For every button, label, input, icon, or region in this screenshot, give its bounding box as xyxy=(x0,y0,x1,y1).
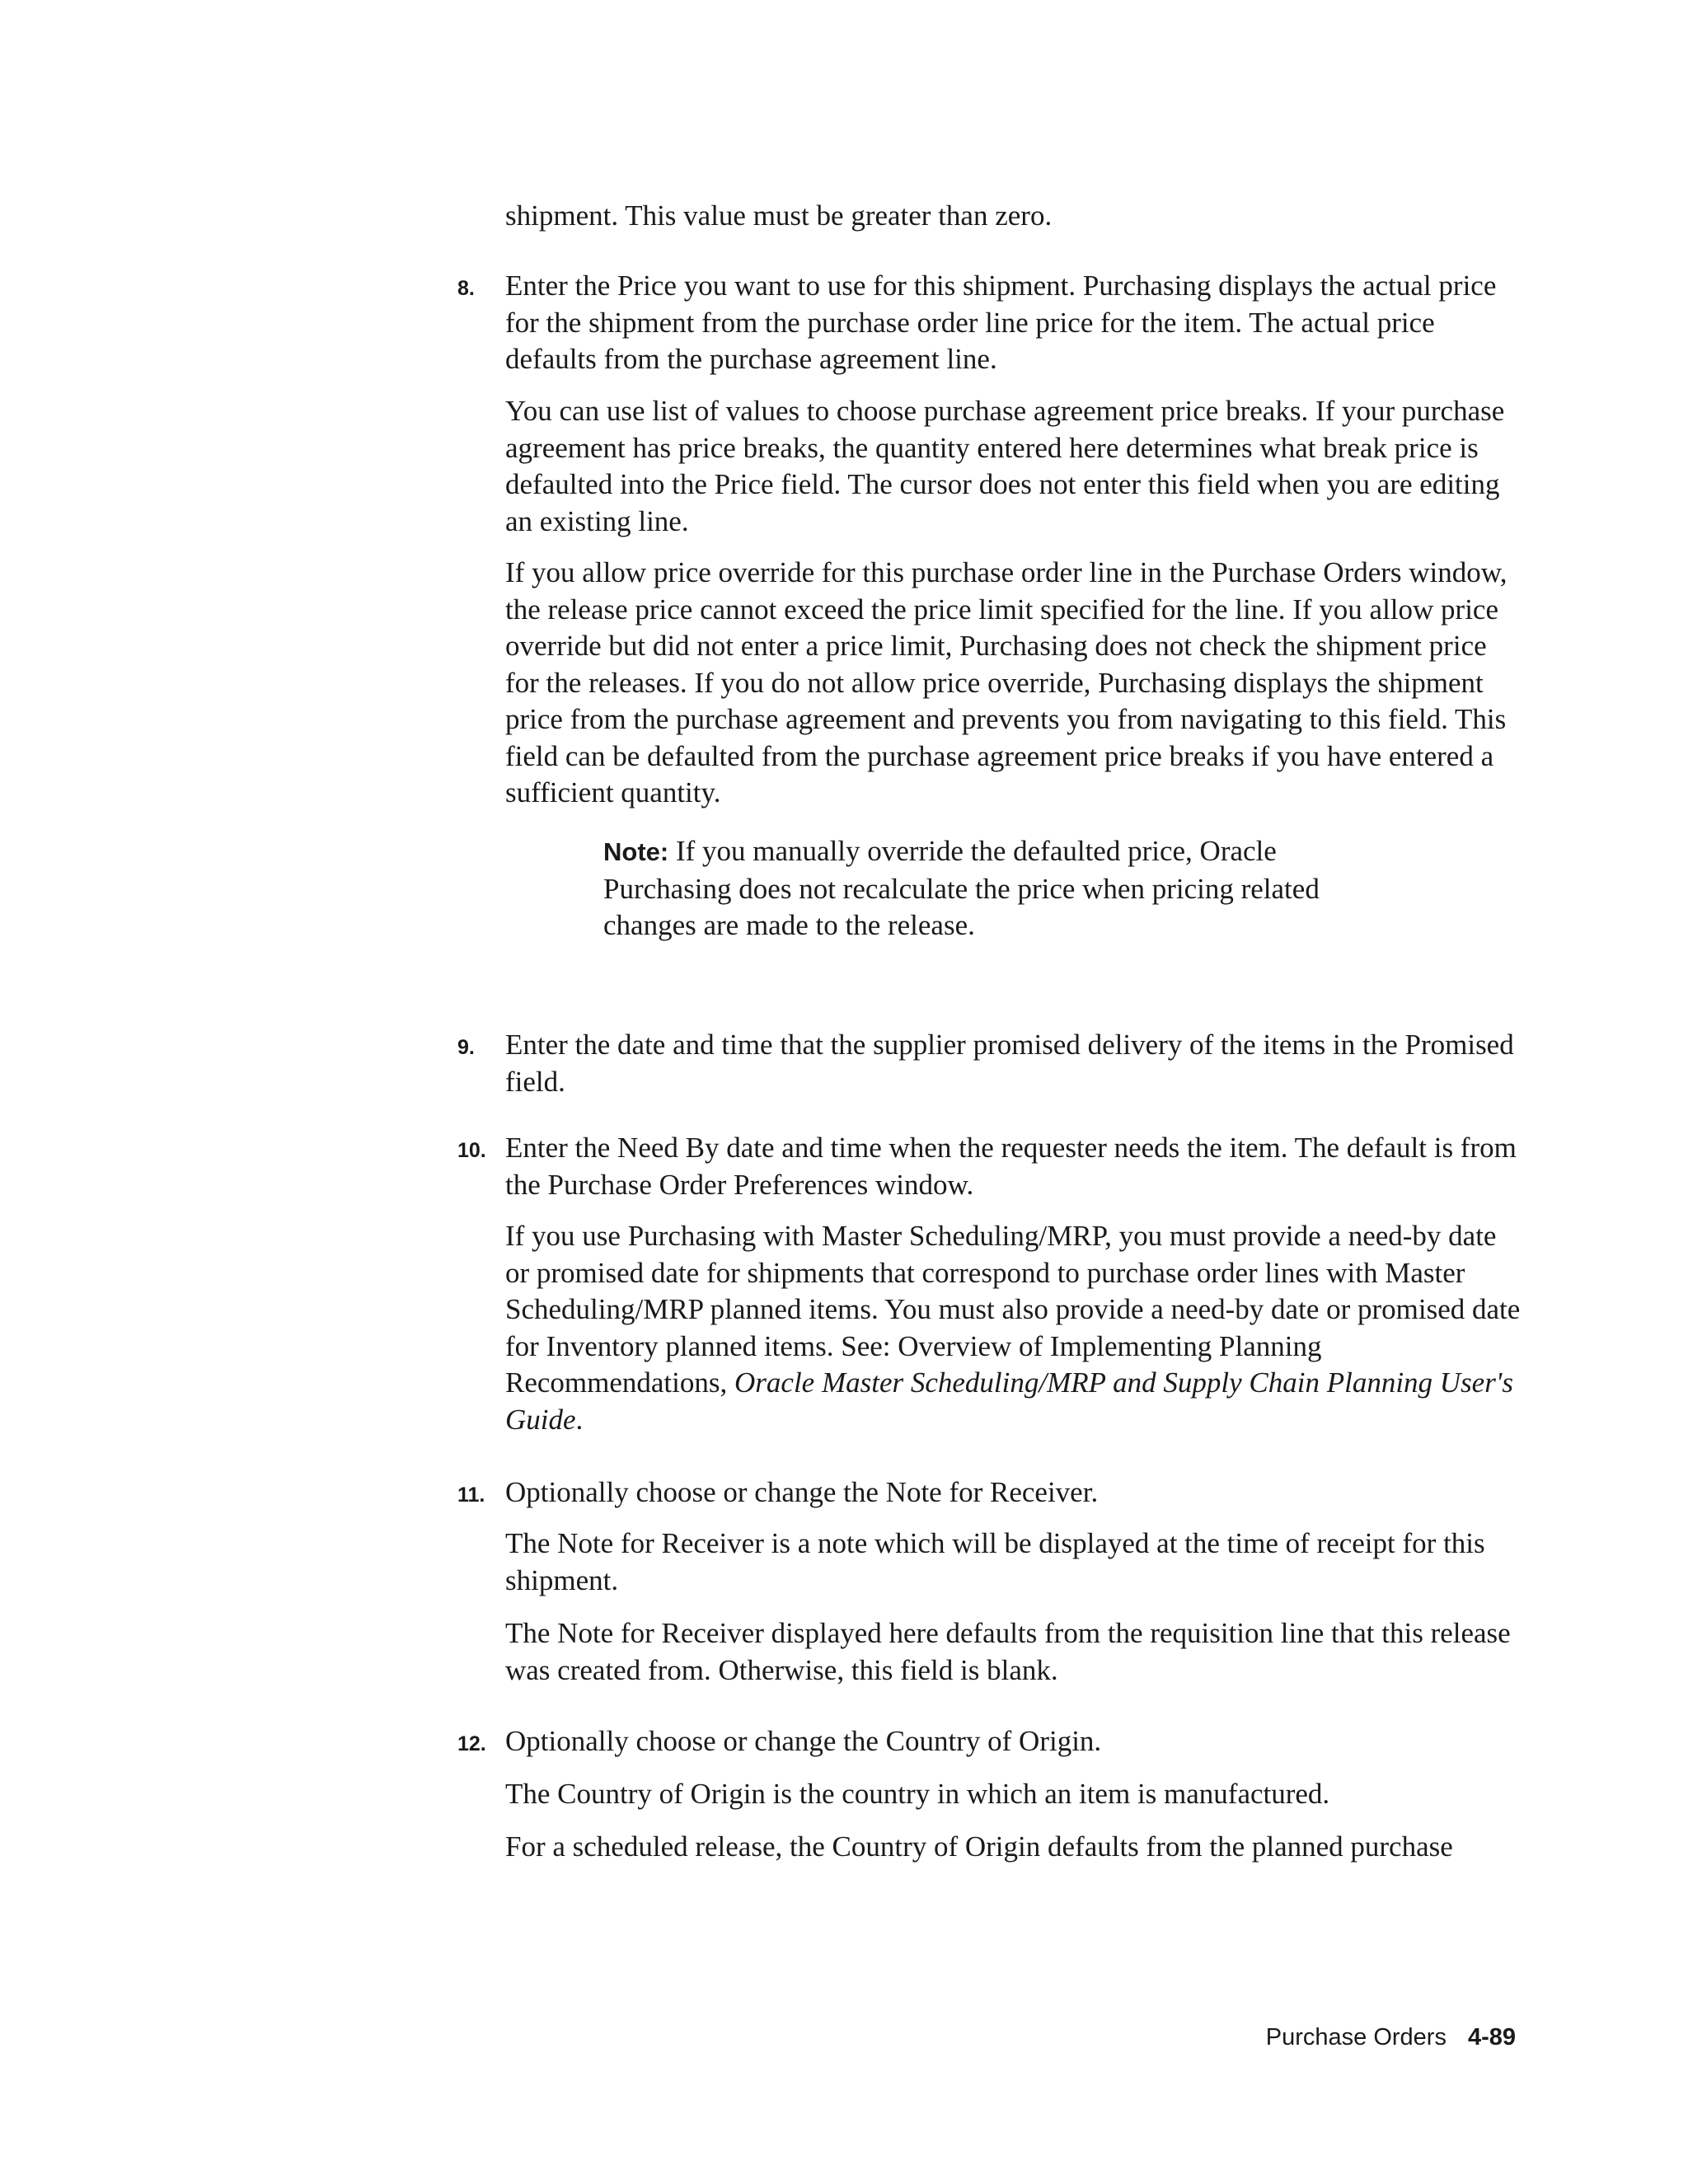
intro-paragraph: shipment. This value must be greater than zero. xyxy=(505,199,1053,232)
step-11-number: 11. xyxy=(457,1483,485,1507)
step-8-paragraph-3: If you allow price override for this purchase order line in the Purchase Orders window, the release price cannot exceed the price limit specified for the line. If you allow price override but did not enter a price limit, Purchasing does not check the shipment price for the releases. If you do not allow price override, Purchasing displays the shipment price from the purchase agreement and prevents you from navigating to this field. This field can be defaulted from the purchase agreement price breaks if you have entered a sufficient quantity. xyxy=(505,556,1507,808)
step-10-paragraph-2-text: If you use Purchasing with Master Scheduling/MRP, you must provide a need-by date or promised date for shipments that correspond to purchase order lines with Master Scheduling/MRP planned items. You must also provide a need-by date or promised date for Inventory planned items. See: Overview of Implementing Planning Recommendations, xyxy=(505,1220,1521,1399)
step-8-number: 8. xyxy=(457,277,475,300)
note-box xyxy=(603,833,1411,944)
step-8-paragraph-2: You can use list of values to choose purchase agreement price breaks. If your purchase agreement has price breaks, the quantity entered here determines what break price is defaulted into the Price field. The cursor does not enter this field when you are editing an existing line. xyxy=(505,395,1505,537)
step-9-number: 9. xyxy=(457,1036,475,1059)
step-12-number: 12. xyxy=(457,1732,486,1755)
step-12-paragraph-3: For a scheduled release, the Country of Origin defaults from the planned purchase xyxy=(505,1830,1453,1863)
step-12-paragraph-2: The Country of Origin is the country in which an item is manufactured. xyxy=(505,1778,1330,1810)
step-11-paragraph-2: The Note for Receiver is a note which will be displayed at the time of receipt for this shipment. xyxy=(505,1527,1485,1596)
step-10-paragraph-2-end: . xyxy=(575,1403,584,1436)
page-number: 4-89 xyxy=(1467,2024,1516,2050)
note-label: Note: xyxy=(603,837,669,866)
step-10-number: 10. xyxy=(457,1139,486,1162)
footer-section-title: Purchase Orders xyxy=(1265,2024,1447,2050)
page-footer xyxy=(1266,2021,1516,2054)
step-10-paragraph-2 xyxy=(505,1218,1527,1438)
step-12-paragraph-1: Optionally choose or change the Country of Origin. xyxy=(505,1725,1102,1757)
step-11-paragraph-3: The Note for Receiver displayed here defaults from the requisition line that this release was created from. Otherwise, this field is blank. xyxy=(505,1617,1511,1686)
note-text: If you manually override the defaulted price, Oracle Purchasing does not recalculate the price when pricing related changes are made to the release. xyxy=(603,835,1320,941)
guide-title-reference: Oracle Master Scheduling/MRP and Supply Chain Planning User's Guide xyxy=(505,1366,1513,1436)
step-11-paragraph-1: Optionally choose or change the Note for Receiver. xyxy=(505,1476,1099,1508)
step-9-paragraph-1: Enter the date and time that the supplier promised delivery of the items in the Promised field. xyxy=(505,1029,1514,1098)
step-8-paragraph-1: Enter the Price you want to use for this shipment. Purchasing displays the actual price for the shipment from the purchase order line price for the item. The actual price defaults from the purchase agreement line. xyxy=(505,269,1497,375)
step-10-paragraph-1: Enter the Need By date and time when the requester needs the item. The default is from the Purchase Order Preferences window. xyxy=(505,1132,1517,1201)
